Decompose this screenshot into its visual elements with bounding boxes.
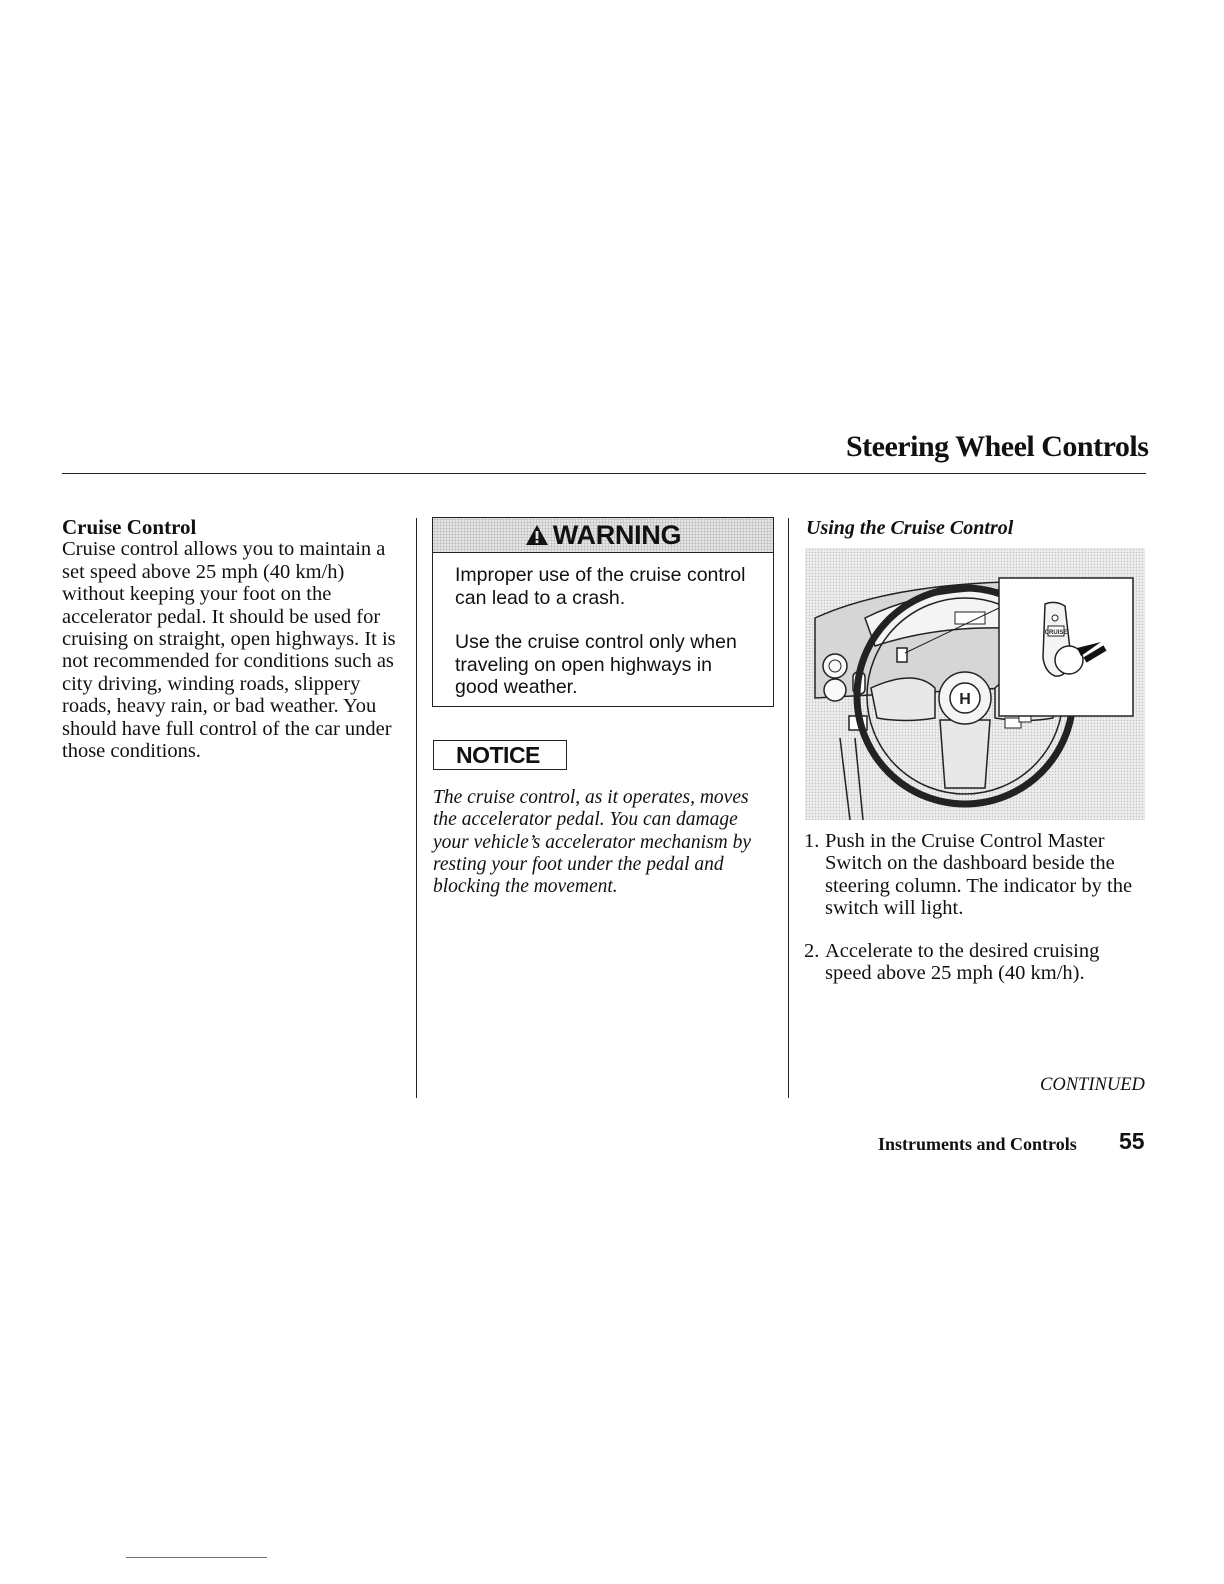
warning-paragraph: Improper use of the cruise control can lead to a crash. — [455, 564, 746, 609]
continued-label: CONTINUED — [1040, 1075, 1145, 1095]
warning-title: WARNING — [552, 519, 682, 550]
step-number: 2. — [804, 940, 820, 963]
step-text: Accelerate to the desired cruising speed above 25 mph (40 km/h). — [825, 940, 1100, 985]
column-divider-right — [788, 518, 789, 1098]
warning-triangle-icon — [525, 524, 549, 546]
section-body-text: Cruise control allows you to maintain a set speed above 25 mph (40 km/h) without keeping your foot on the accelerator pedal. It should be used for cruising on straight, open highways. It is not recommended for conditions such as city driving, winding roads, slippery roads, heavy rain, or bad weather. You should have full control of the car under those conditions. — [62, 538, 396, 763]
warning-paragraph: Use the cruise control only when traveling on open highways in good weather. — [455, 631, 737, 698]
bottom-link-line — [126, 1557, 267, 1558]
footer-section-label: Instruments and Controls — [878, 1134, 1077, 1154]
list-item — [804, 940, 1149, 985]
svg-text:H: H — [959, 691, 971, 708]
header-rule — [62, 473, 1146, 474]
step-number: 1. — [804, 830, 820, 852]
column-divider-left — [416, 518, 417, 1098]
warning-body — [433, 553, 773, 699]
notice-label: NOTICE — [433, 740, 567, 770]
list-item — [804, 830, 1149, 919]
section-subheading: Cruise Control — [62, 515, 197, 539]
warning-header — [433, 518, 773, 553]
cruise-switch-label: CRUISE — [1044, 630, 1068, 636]
step-text: Push in the Cruise Control Master Switch on the dashboard beside the steering column. The indicator by the switch will light. — [825, 830, 1133, 919]
notice-body-text: The cruise control, as it operates, moves the accelerator pedal. You can damage your vehicle’s accelerator mechanism by resting your foot under the pedal and blocking the movement. — [433, 787, 752, 898]
cruise-control-section — [62, 516, 407, 762]
page-number: 55 — [1119, 1128, 1145, 1154]
cruise-control-illustration — [805, 548, 1145, 820]
instruction-steps — [804, 830, 1149, 1006]
warning-box — [432, 517, 774, 707]
page-title: Steering Wheel Controls — [846, 430, 1149, 463]
figure-caption: Using the Cruise Control — [806, 517, 1014, 539]
